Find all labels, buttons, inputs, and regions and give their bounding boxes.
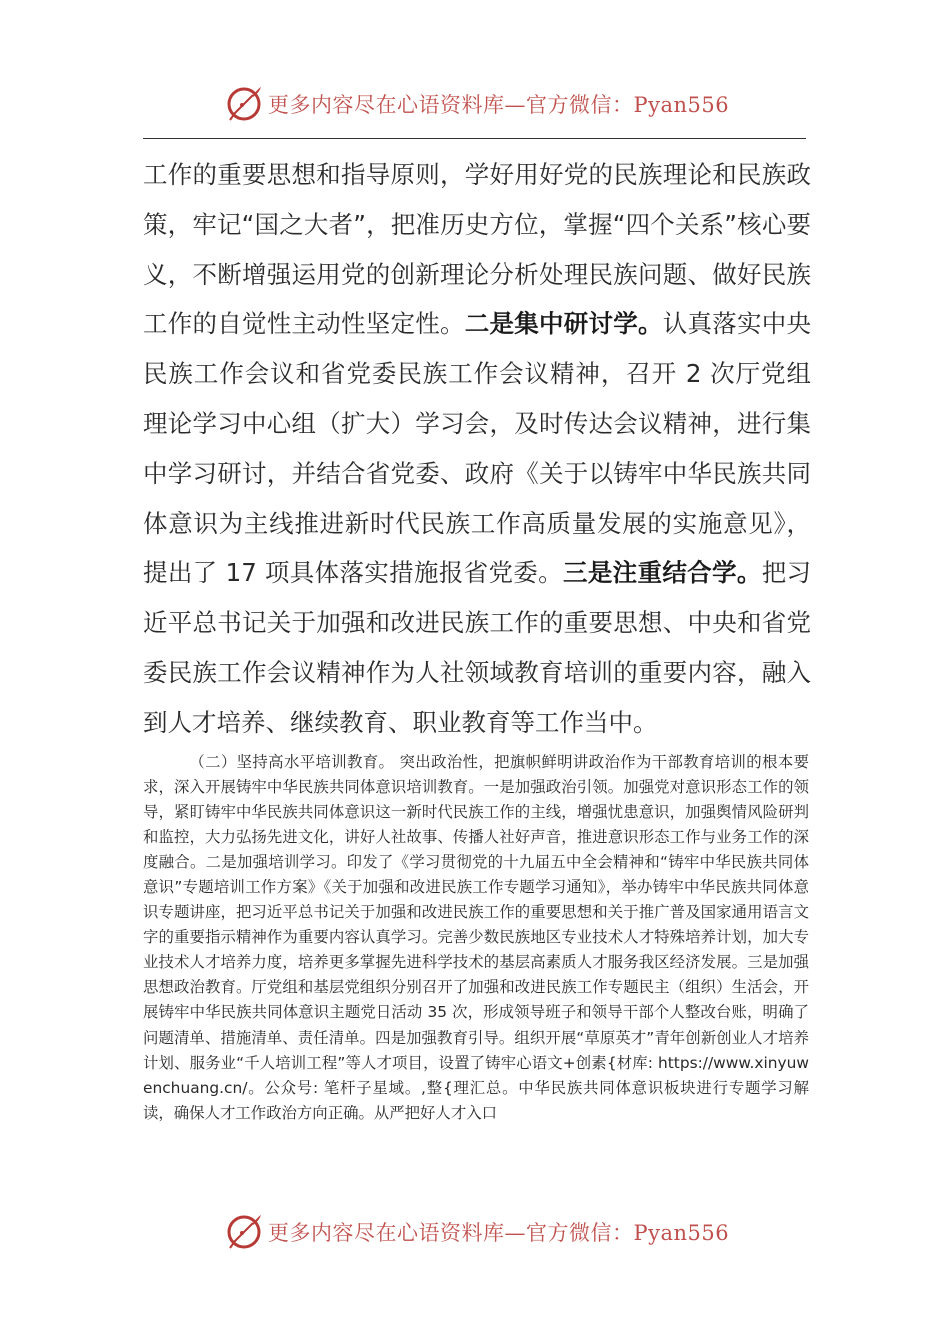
small-paragraph: [143, 750, 809, 1126]
large-paragraph-part2: 认真落实中央民族工作会议和省党委民族工作会议精神，召开 2 次厅党组理论学习中心组（扩大）学习会，及时传达会议精神，进行集中学习研讨，并结合省党委、政府《关于以铸牢中华民族共同体意识为主线推进新时代民族工作高质量发展的实施意见》，提出了 17 项具体落实措施报省党委。: [143, 309, 811, 588]
footer-banner: [224, 1210, 729, 1254]
heading-combined-study: 三是注重结合学。: [562, 558, 762, 588]
footer-banner-text: 更多内容尽在心语资料库—官方微信：Pyan556: [268, 1221, 730, 1245]
quill-logo-icon: [224, 1212, 264, 1252]
quill-logo-icon: [224, 84, 264, 124]
large-paragraph-part1: 工作的重要思想和指导原则，学好用好党的民族理论和民族政策，牢记“国之大者”，把准历史方位，掌握“四个关系”核心要义，不断增强运用党的创新理论分析处理民族问题、做好民族工作的自觉性主动性坚定性。: [143, 160, 811, 339]
header-banner: [224, 82, 729, 126]
small-paragraph-text: （二）坚持高水平培训教育。 突出政治性，把旗帜鲜明讲政治作为干部教育培训的根本要求，深入开展铸牢中华民族共同体意识培训教育。一是加强政治引领。加强党对意识形态工作的领导，紧盯铸牢中华民族共同体意识这一新时代民族工作的主线，增强忧患意识，加强舆情风险研判和监控，大力弘扬先进文化，讲好人社故事、传播人社好声音，推进意识形态工作与业务工作的深度融合。二是加强培训学习。印发了《学习贯彻党的十九届五中全会精神和“铸牢中华民族共同体意识”专题培训工作方案》《关于加强和改进民族工作专题学习通知》，举办铸牢中华民族共同体意识专题讲座，把习近平总书记关于加强和改进民族工作的重要思想和关于推广普及国家通用语言文字的重要指示精神作为重要内容认真学习。完善少数民族地区专业技术人才特殊培养计划，加大专业技术人才培养力度，培养更多掌握先进科学技术的基层高素质人才服务我区经济发展。三是加强思想政治教育。厅党组和基层党组织分别召开了加强和改进民族工作专题民主（组织）生活会，开展铸牢中华民族共同体意识主题党日活动 35 次，形成领导班子和领导干部个人整改台账，明确了问题清单、措施清单、责任清单。四是加强教育引导。组织开展“草原英才”青年创新创业人才培养计划、服务业“千人培训工程”等人才项目，设置了铸牢心语文+创素{材库: https://www.xinyuwenchuang.cn/。公众号: 笔杆子星域。,整{理汇总。中华民族共同体意识板块进行专题学习解读，确保人才工作政治方向正确。从严把好人才入口: [143, 753, 809, 1122]
header-divider: [143, 138, 806, 139]
header-banner-text: 更多内容尽在心语资料库—官方微信：Pyan556: [268, 93, 730, 117]
large-paragraph: [143, 150, 811, 748]
heading-concentrated-study: 二是集中研讨学。: [464, 309, 663, 339]
large-paragraph-part3: 把习近平总书记关于加强和改进民族工作的重要思想、中央和省党委民族工作会议精神作为人社领域教育培训的重要内容，融入到人才培养、继续教育、职业教育等工作当中。: [143, 558, 812, 737]
